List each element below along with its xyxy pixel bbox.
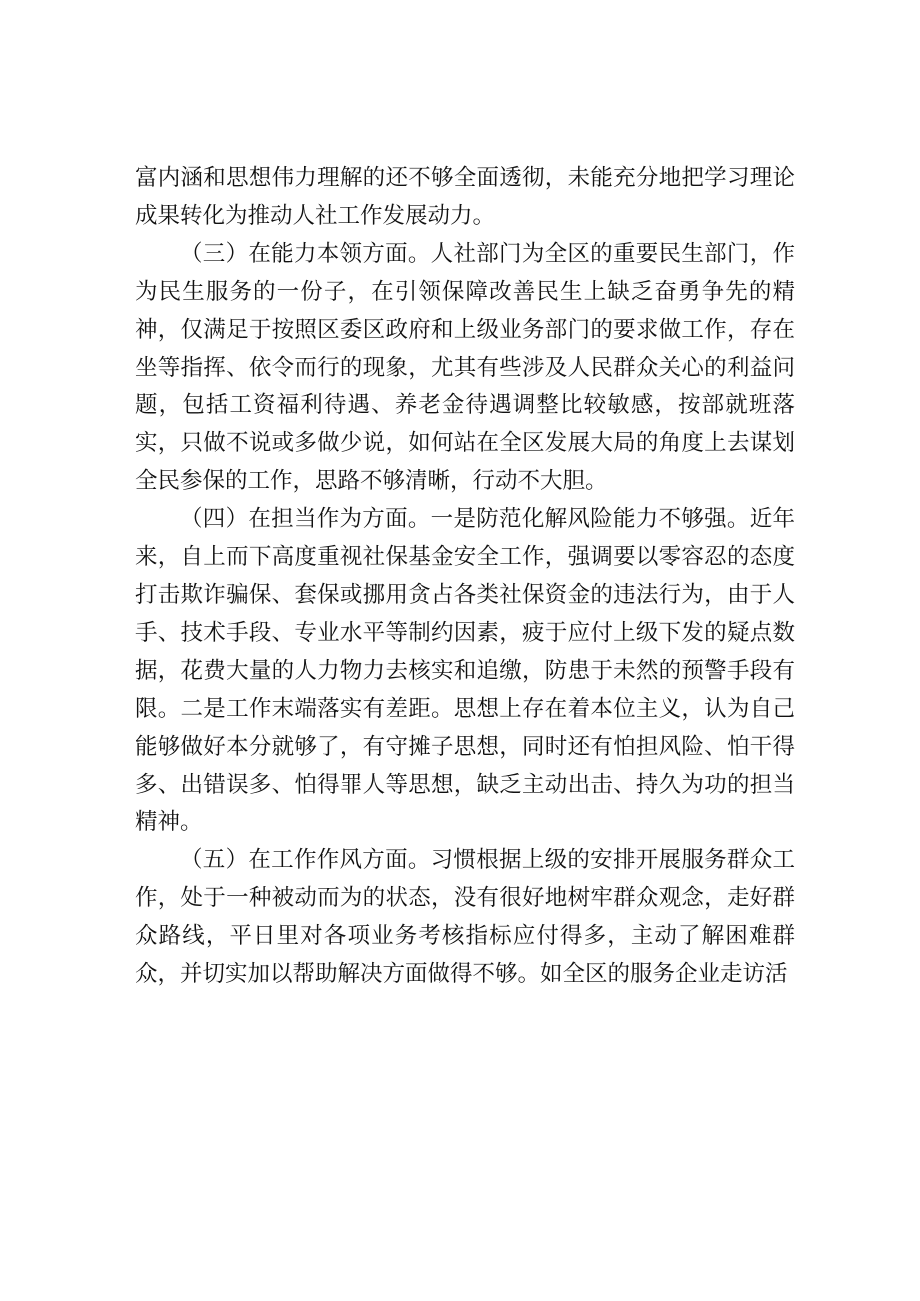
document-body [135,160,795,994]
paragraph-continued: 富内涵和思想伟力理解的还不够全面透彻，未能充分地把学习理论成果转化为推动人社工作发展动力。 [135,165,795,229]
paragraph-work-style: （五）在工作作风方面。习惯根据上级的安排开展服务群众工作，处于一种被动而为的状态，没有很好地树牢群众观念，走好群众路线，平日里对各项业务考核指标应付得多，主动了解困难群众，并切实加以帮助解决方面做得不够。如全区的服务企业走访活 [135,847,795,988]
paragraph-ability: （三）在能力本领方面。人社部门为全区的重要民生部门，作为民生服务的一份子，在引领保障改善民生上缺乏奋勇争先的精神，仅满足于按照区委区政府和上级业务部门的要求做工作，存在坐等指挥、依令而行的现象，尤其有些涉及人民群众关心的利益问题，包括工资福利待遇、养老金待遇调整比较敏感，按部就班落实，只做不说或多做少说，如何站在全区发展大局的角度上去谋划全民参保的工作，思路不够清晰，行动不大胆。 [135,240,795,495]
paragraph-responsibility: （四）在担当作为方面。一是防范化解风险能力不够强。近年来，自上而下高度重视社保基金安全工作，强调要以零容忍的态度打击欺诈骗保、套保或挪用贪占各类社保资金的违法行为，由于人手、技术手段、专业水平等制约因素，疲于应付上级下发的疑点数据，花费大量的人力物力去核实和追缴，防患于未然的预警手段有限。二是工作末端落实有差距。思想上存在着本位主义，认为自己能够做好本分就够了，有守摊子思想，同时还有怕担风险、怕干得多、出错误多、怕得罪人等思想，缺乏主动出击、持久为功的担当精神。 [135,506,795,836]
